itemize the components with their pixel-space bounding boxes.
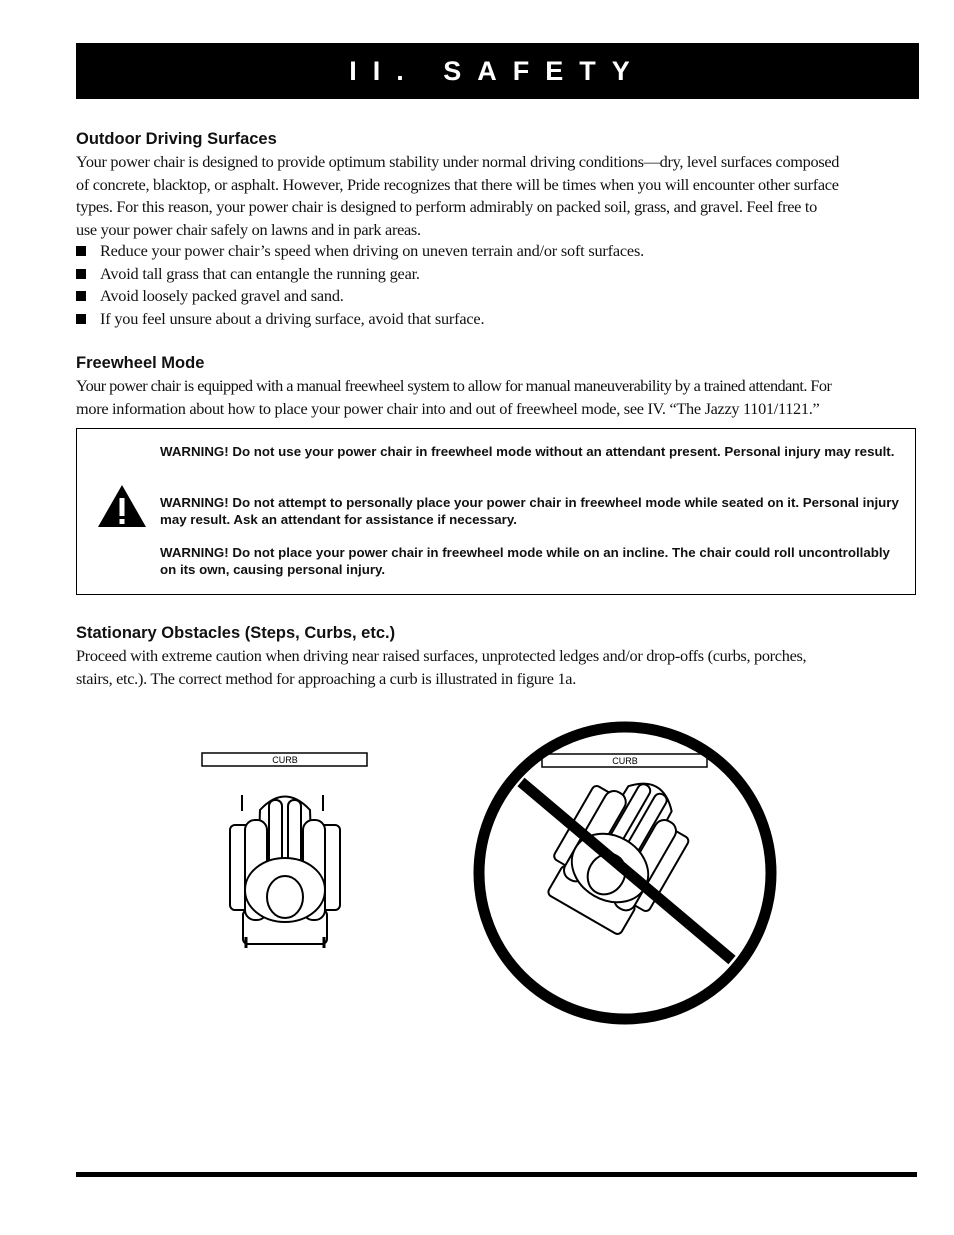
paragraph-line: Proceed with extreme caution when driving near raised surfaces, unprotected ledges and/or drop-offs (curbs, porches, (76, 646, 807, 665)
figure-correct-curb-approach (195, 745, 375, 955)
paragraph-line: Your power chair is designed to provide optimum stability under normal driving conditions—dry, level surfaces composed (76, 152, 840, 171)
warning-text: WARNING! Do not place your power chair in freewheel mode while on an incline. The chair could roll uncontrollably on its own, causing personal injury. (160, 545, 890, 577)
figure-incorrect-curb-approach (470, 718, 780, 1028)
paragraph-line: more information about how to place your power chair into and out of freewheel mode, see IV. “The Jazzy 1101/1121.” (76, 398, 820, 418)
footer-rule (76, 1172, 917, 1177)
freewheel-mode-paragraph (76, 375, 919, 420)
section-header-title: II. SAFETY (349, 55, 646, 86)
curb-label: CURB (272, 755, 298, 765)
curb-label: CURB (612, 756, 638, 766)
outdoor-driving-heading: Outdoor Driving Surfaces (76, 130, 277, 148)
freewheel-mode-heading: Freewheel Mode (76, 354, 205, 372)
bullet-square-icon (76, 314, 86, 324)
bullet-square-icon (76, 269, 86, 279)
outdoor-driving-paragraph (76, 151, 919, 241)
paragraph-line: of concrete, blacktop, or asphalt. However, Pride recognizes that there will be times when you will encounter other surface (76, 174, 839, 194)
driving-surface-tips (76, 240, 644, 330)
power-chair-illustration (230, 795, 340, 944)
bullet-square-icon (76, 246, 86, 256)
warning-text: WARNING! Do not use your power chair in freewheel mode without an attendant present. Personal injury may result. (160, 444, 895, 459)
paragraph-line: types. For this reason, your power chair is designed to perform admirably on packed soil, grass, and gravel. Feel free to (76, 197, 817, 217)
stationary-obstacles-paragraph (76, 645, 919, 690)
paragraph-line: Your power chair is equipped with a manual freewheel system to allow for manual maneuverability by a trained attendant. For (76, 376, 832, 395)
bullet-square-icon (76, 291, 86, 301)
stationary-obstacles-heading: Stationary Obstacles (Steps, Curbs, etc.) (76, 624, 396, 642)
list-item: Reduce your power chair’s speed when driving on uneven terrain and/or soft surfaces. (76, 240, 644, 263)
paragraph-line: use your power chair safely on lawns and in park areas. (76, 219, 421, 239)
list-item: Avoid loosely packed gravel and sand. (76, 285, 644, 308)
warning-box (76, 428, 916, 595)
warning-text: WARNING! Do not attempt to personally place your power chair in freewheel mode while seated on it. Personal injury may result. Ask an attendant for assistance if necessary. (160, 495, 899, 527)
list-item: If you feel unsure about a driving surface, avoid that surface. (76, 308, 644, 331)
prohibition-circle-icon (479, 727, 771, 1019)
section-header (76, 43, 919, 99)
warning-triangle-icon (97, 484, 147, 528)
paragraph-line: stairs, etc.). The correct method for approaching a curb is illustrated in figure 1a. (76, 668, 576, 688)
list-item: Avoid tall grass that can entangle the running gear. (76, 263, 644, 286)
